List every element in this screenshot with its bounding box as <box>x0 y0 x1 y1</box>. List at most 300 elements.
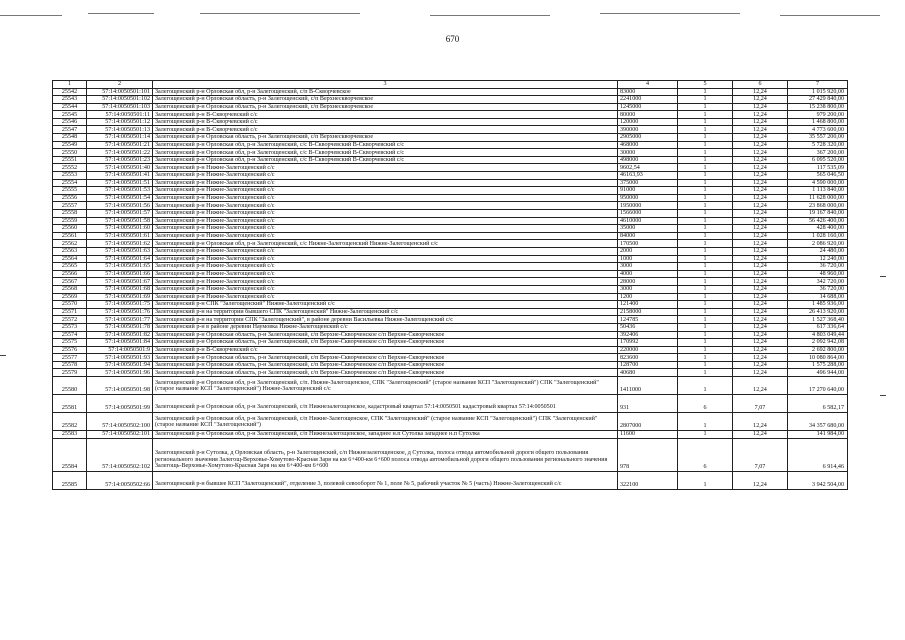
coefficient-value: 1 <box>678 293 733 301</box>
cadastral-number: 57:14:0050501:57 <box>87 210 153 218</box>
cost-value: 24 480,00 <box>788 247 848 255</box>
location-description: Залегощенский р-н Нижне-Залегощенский с/с <box>153 202 618 210</box>
row-number: 25582 <box>53 413 87 431</box>
cost-value: 6 914,46 <box>788 438 848 471</box>
cost-value: 36 720,00 <box>788 285 848 293</box>
rate-value: 12,24 <box>733 210 788 218</box>
rate-value: 12,24 <box>733 217 788 225</box>
coefficient-value: 1 <box>678 111 733 119</box>
location-description: Залегощенский р-н Нижне-Залегощенский с/с <box>153 247 618 255</box>
table-row <box>53 270 848 278</box>
cost-value: 1 028 160,00 <box>788 232 848 240</box>
table-row <box>53 225 848 233</box>
rate-value: 12,24 <box>733 278 788 286</box>
column-header: 3 <box>153 81 618 89</box>
cadastral-number: 57:14:0050501:93 <box>87 354 153 362</box>
location-description: Залегощенский р-н Нижне-Залегощенский с/с <box>153 293 618 301</box>
rate-value: 12,24 <box>733 118 788 126</box>
cadastral-number: 57:14:0050501:63 <box>87 247 153 255</box>
table-row <box>53 301 848 309</box>
cadastral-number: 57:14:0050501:84 <box>87 339 153 347</box>
coefficient-value: 1 <box>678 141 733 149</box>
rate-value: 12,24 <box>733 126 788 134</box>
cadastral-number: 57:14:0050501:75 <box>87 301 153 309</box>
rate-value: 12,24 <box>733 96 788 104</box>
row-number: 25565 <box>53 263 87 271</box>
rate-value: 12,24 <box>733 202 788 210</box>
table-row <box>53 308 848 316</box>
row-number: 25569 <box>53 293 87 301</box>
rate-value: 12,24 <box>733 172 788 180</box>
table-row <box>53 339 848 347</box>
location-description: Залегощенский р-н Орловская обл, р-н Залегощенский, с/п Нижнезалегощенское, западнее н.п Сутолка западнее н.п Сутолка <box>153 431 618 439</box>
table-row <box>53 369 848 377</box>
cost-value: 342 720,00 <box>788 278 848 286</box>
coefficient-value: 1 <box>678 134 733 142</box>
coefficient-value: 1 <box>678 278 733 286</box>
location-description: Залегощенский р-н Орловская обл, р-н Залегощенский, с/с В-Скворчевский В-Скворчевский с/с <box>153 141 618 149</box>
cadastral-number: 57:14:0050501:53 <box>87 187 153 195</box>
cost-value: 2 692 800,00 <box>788 346 848 354</box>
margin-tick <box>880 276 886 277</box>
coefficient-value: 1 <box>678 369 733 377</box>
cost-value: 10 080 864,00 <box>788 354 848 362</box>
area-value: 120000 <box>618 118 678 126</box>
location-description: Залегощенский р-н Нижне-Залегощенский с/с <box>153 278 618 286</box>
cadastral-number: 57:14:0050501:58 <box>87 217 153 225</box>
table-row <box>53 172 848 180</box>
area-value: 124785 <box>618 316 678 324</box>
cost-value: 6 582,17 <box>788 395 848 413</box>
coefficient-value: 6 <box>678 395 733 413</box>
area-value: 35000 <box>618 225 678 233</box>
coefficient-value: 1 <box>678 323 733 331</box>
margin-tick <box>0 355 6 356</box>
location-description: Залегощенский р-н Орловская обл, р-н Залегощенский, с/п В-Скворчевское <box>153 88 618 96</box>
cadastral-number: 57:14:0050501:96 <box>87 369 153 377</box>
cost-value: 11 628 000,00 <box>788 194 848 202</box>
table-row <box>53 471 848 489</box>
coefficient-value: 1 <box>678 331 733 339</box>
cost-value: 2 086 920,00 <box>788 240 848 248</box>
cadastral-number: 57:14:0050501:9 <box>87 346 153 354</box>
table-row <box>53 331 848 339</box>
table-row <box>53 240 848 248</box>
cost-value: 979 200,00 <box>788 111 848 119</box>
row-number: 25547 <box>53 126 87 134</box>
area-value: 170992 <box>618 339 678 347</box>
location-description: Залегощенский р-н Нижне-Залегощенский с/с <box>153 164 618 172</box>
rate-value: 12,24 <box>733 149 788 157</box>
cost-value: 17 270 640,00 <box>788 377 848 395</box>
cadastral-number: 57:14:0050501:12 <box>87 118 153 126</box>
cadastral-number: 57:14:0050501:64 <box>87 255 153 263</box>
cadastral-number: 57:14:0050501:78 <box>87 323 153 331</box>
table-row <box>53 179 848 187</box>
area-value: 170500 <box>618 240 678 248</box>
cadastral-number: 57:14:0050501:65 <box>87 263 153 271</box>
area-value: 128700 <box>618 361 678 369</box>
location-description: Залегощенский р-н Нижне-Залегощенский с/с <box>153 232 618 240</box>
area-value: 1566000 <box>618 210 678 218</box>
table-row <box>53 103 848 111</box>
cost-value: 1 485 936,00 <box>788 301 848 309</box>
area-value: 1950000 <box>618 202 678 210</box>
cost-value: 496 944,00 <box>788 369 848 377</box>
location-description: Залегощенский р-н Нижне-Залегощенский с/с <box>153 285 618 293</box>
area-value: 2241000 <box>618 96 678 104</box>
cadastral-number: 57:14:0050501:77 <box>87 316 153 324</box>
row-number: 25583 <box>53 431 87 439</box>
table-row <box>53 293 848 301</box>
area-value: 498000 <box>618 156 678 164</box>
cadastral-number: 57:14:0050501:68 <box>87 285 153 293</box>
coefficient-value: 1 <box>678 431 733 439</box>
rate-value: 12,24 <box>733 377 788 395</box>
coefficient-value: 6 <box>678 438 733 471</box>
table-row <box>53 438 848 471</box>
rate-value: 12,24 <box>733 471 788 489</box>
location-description: Залегощенский р-н Орловская обл, р-н Залегощенский, с/с В-Скворчевский В-Скворчевский с/с <box>153 149 618 157</box>
row-number: 25551 <box>53 156 87 164</box>
area-value: 375000 <box>618 179 678 187</box>
cadastral-number: 57:14:0050501:76 <box>87 308 153 316</box>
column-header: 2 <box>87 81 153 89</box>
row-number: 25575 <box>53 339 87 347</box>
area-value: 121400 <box>618 301 678 309</box>
location-description: Залегощенский р-н на территории СПК "Залегощенский", в районе деревни Васильевка Нижне-Залегощенский с/с <box>153 316 618 324</box>
coefficient-value: 1 <box>678 118 733 126</box>
cost-value: 6 095 520,00 <box>788 156 848 164</box>
location-description: Залегощенский р-н Орловская обл, р-н Залегощенский, с/с В-Скворчевский В-Скворчевский с/с <box>153 156 618 164</box>
coefficient-value: 1 <box>678 217 733 225</box>
rate-value: 12,24 <box>733 194 788 202</box>
coefficient-value: 1 <box>678 210 733 218</box>
cost-value: 1 113 840,00 <box>788 187 848 195</box>
table-row <box>53 247 848 255</box>
cadastral-number: 57:14:0050501:40 <box>87 164 153 172</box>
location-description: Залегощенский р-н Нижне-Залегощенский с/с <box>153 187 618 195</box>
margin-tick <box>880 395 886 396</box>
coefficient-value: 1 <box>678 346 733 354</box>
cost-value: 117 535,09 <box>788 164 848 172</box>
table-row <box>53 194 848 202</box>
cost-value: 617 336,64 <box>788 323 848 331</box>
area-value: 28000 <box>618 278 678 286</box>
table-row <box>53 431 848 439</box>
row-number: 25546 <box>53 118 87 126</box>
location-description: Залегощенский р-н Нижне-Залегощенский с/с <box>153 270 618 278</box>
table-row <box>53 263 848 271</box>
area-value: 3000 <box>618 285 678 293</box>
rate-value: 12,24 <box>733 240 788 248</box>
row-number: 25548 <box>53 134 87 142</box>
location-description: Залегощенский р-н Орловская область, р-н Залегощенский, с/п Верхнескворчевское <box>153 103 618 111</box>
table-row <box>53 232 848 240</box>
location-description: Залегощенский р-н на территории бывшего СПК "Залегощенский" Нижне-Залегощенский с/с <box>153 308 618 316</box>
location-description: Залегощенский р-н Орловская область, р-н Залегощенский, с/п Верхне-Скворченское с/п Верхне-Скворченское <box>153 361 618 369</box>
row-number: 25550 <box>53 149 87 157</box>
table-row <box>53 202 848 210</box>
rate-value: 12,24 <box>733 232 788 240</box>
table-row <box>53 149 848 157</box>
rate-value: 12,24 <box>733 369 788 377</box>
location-description: Залегощенский р-н В-Скворчевский с/с <box>153 346 618 354</box>
location-description: Залегощенский р-н В-Скворчевский с/с <box>153 126 618 134</box>
table-row <box>53 395 848 413</box>
cost-value: 2 092 942,08 <box>788 339 848 347</box>
rate-value: 12,24 <box>733 111 788 119</box>
coefficient-value: 1 <box>678 187 733 195</box>
row-number: 25570 <box>53 301 87 309</box>
location-description: Залегощенский р-н Нижне-Залегощенский с/с <box>153 225 618 233</box>
coefficient-value: 1 <box>678 202 733 210</box>
location-description: Залегощенский р-н Нижне-Залегощенский с/с <box>153 255 618 263</box>
cadastral-number: 57:14:0050501:23 <box>87 156 153 164</box>
row-number: 25566 <box>53 270 87 278</box>
row-number: 25555 <box>53 187 87 195</box>
location-description: Залегощенский р-н Сутолка, д Орловская область, р-н Залегощенский, с/п Нижнезалегощенское, д Сутолка, полоса отвода автомобильной дороги общего пользования регионального значения Залегощ-Верховье-Хомутово-Красная Заря на км 6+400-км 6+600 полоса отвода автомобильной дороги общего пользования регионального значения Залегощь-Верховье-Хомутово-Красная Заря на км 6+400-км 6+600 <box>153 438 618 471</box>
rate-value: 12,24 <box>733 308 788 316</box>
rate-value: 12,24 <box>733 88 788 96</box>
area-value: 392406 <box>618 331 678 339</box>
cost-value: 4 803 049,44 <box>788 331 848 339</box>
rate-value: 12,24 <box>733 179 788 187</box>
area-value: 9602,54 <box>618 164 678 172</box>
row-number: 25544 <box>53 103 87 111</box>
rate-value: 12,24 <box>733 225 788 233</box>
cadastral-number: 57:14:0050501:69 <box>87 293 153 301</box>
row-number: 25552 <box>53 164 87 172</box>
row-number: 25572 <box>53 316 87 324</box>
coefficient-value: 1 <box>678 225 733 233</box>
cost-value: 26 413 920,00 <box>788 308 848 316</box>
table-row <box>53 111 848 119</box>
cost-value: 428 400,00 <box>788 225 848 233</box>
area-value: 2807000 <box>618 413 678 431</box>
rate-value: 12,24 <box>733 164 788 172</box>
coefficient-value: 1 <box>678 164 733 172</box>
table-row <box>53 255 848 263</box>
cost-value: 5 728 320,00 <box>788 141 848 149</box>
cost-value: 14 688,00 <box>788 293 848 301</box>
location-description: Залегощенский р-н Орловская область, р-н Залегощенский, с/п Верхне-Скворченское с/п Верхне-Скворченское <box>153 339 618 347</box>
location-description: Залегощенский р-н Орловская область, р-н Залегощенский, с/п Верхне-Скворченское с/п Верхне-Скворченское <box>153 331 618 339</box>
rate-value: 12,24 <box>733 431 788 439</box>
rate-value: 12,24 <box>733 346 788 354</box>
rate-value: 12,24 <box>733 156 788 164</box>
rate-value: 12,24 <box>733 323 788 331</box>
row-number: 25559 <box>53 217 87 225</box>
area-value: 4000 <box>618 270 678 278</box>
table-row <box>53 377 848 395</box>
area-value: 950000 <box>618 194 678 202</box>
area-value: 1000 <box>618 255 678 263</box>
table-row <box>53 118 848 126</box>
column-header: 6 <box>733 81 788 89</box>
location-description: Залегощенский р-н Нижне-Залегощенский с/с <box>153 194 618 202</box>
cadastral-number: 57:14:0050501:66 <box>87 270 153 278</box>
table-row <box>53 278 848 286</box>
rate-value: 12,24 <box>733 293 788 301</box>
cadastral-number: 57:14:0050501:41 <box>87 172 153 180</box>
column-header: 7 <box>788 81 848 89</box>
cadastral-number: 57:14:0050501:56 <box>87 202 153 210</box>
rate-value: 12,24 <box>733 187 788 195</box>
area-value: 1411000 <box>618 377 678 395</box>
table-row <box>53 346 848 354</box>
location-description: Залегощенский р-н Орловская обл, р-н Залегощенский, с/п Нижне-Залегощенское, СПК "Залегощенский" (старое название КСП "Залегощенский") СПК "Залегощенский" (старое название КСП "Залегощенский") <box>153 413 618 431</box>
area-value: 84000 <box>618 232 678 240</box>
area-value: 2905000 <box>618 134 678 142</box>
rate-value: 7,07 <box>733 438 788 471</box>
row-number: 25580 <box>53 377 87 395</box>
rate-value: 12,24 <box>733 316 788 324</box>
coefficient-value: 1 <box>678 270 733 278</box>
row-number: 25545 <box>53 111 87 119</box>
table-row <box>53 126 848 134</box>
area-value: 2158000 <box>618 308 678 316</box>
location-description: Залегощенский р-н Орловская область, р-н Залегощенский, с/п Верхнескворчевское <box>153 134 618 142</box>
cadastral-number: 57:14:0050501:98 <box>87 377 153 395</box>
area-value: 978 <box>618 438 678 471</box>
cost-value: 1 527 368,40 <box>788 316 848 324</box>
row-number: 25567 <box>53 278 87 286</box>
rate-value: 12,24 <box>733 301 788 309</box>
row-number: 25574 <box>53 331 87 339</box>
cadastral-number: 57:14:0050501:11 <box>87 111 153 119</box>
rate-value: 12,24 <box>733 285 788 293</box>
table-row <box>53 361 848 369</box>
coefficient-value: 1 <box>678 255 733 263</box>
row-number: 25557 <box>53 202 87 210</box>
location-description: Залегощенский р-н Орловская область, р-н Залегощенский, с/п Верхнескворчевское <box>153 96 618 104</box>
location-description: Залегощенский р-н Нижне-Залегощенский с/с <box>153 172 618 180</box>
location-description: Залегощенский р-н Орловская обл, р-н Залегощенский, с/п Нижнезалегощенское, кадастровый квартал 57:14:0050501 кадастровый квартал 57:14:0050501 <box>153 395 618 413</box>
area-value: 80000 <box>618 111 678 119</box>
cadastral-number: 57:14:0050501:51 <box>87 179 153 187</box>
location-description: Залегощенский р-н Нижне-Залегощенский с/с <box>153 263 618 271</box>
cadastral-number: 57:14:0050501:94 <box>87 361 153 369</box>
cadastral-number: 57:14:0050501:54 <box>87 194 153 202</box>
cost-value: 48 960,00 <box>788 270 848 278</box>
table-row <box>53 217 848 225</box>
row-number: 25562 <box>53 240 87 248</box>
area-value: 823600 <box>618 354 678 362</box>
table-row <box>53 156 848 164</box>
cadastral-number: 57:14:0050502:66 <box>87 471 153 489</box>
data-table <box>52 80 848 490</box>
location-description: Залегощенский р-н Нижне-Залегощенский с/с <box>153 210 618 218</box>
rate-value: 12,24 <box>733 361 788 369</box>
area-value: 2000 <box>618 247 678 255</box>
location-description: Залегощенский р-н Орловская обл, р-н Залегощенский, с/с Нижне-Залегощенский Нижне-Залегощенский с/с <box>153 240 618 248</box>
row-number: 25573 <box>53 323 87 331</box>
cadastral-number: 57:14:0050501:102 <box>87 96 153 104</box>
row-number: 25578 <box>53 361 87 369</box>
location-description: Залегощенский р-н Орловская обл, р-н Залегощенский, с/п. Нижне-Залегощенское, СПК "Залегощенский" (старое название КСП "Залегощенский") СПК "Залегощенский" (старое название КСП "Залегощенский") Нижне-Залегощенский с/с <box>153 377 618 395</box>
row-number: 25543 <box>53 96 87 104</box>
table-row <box>53 354 848 362</box>
row-number: 25584 <box>53 438 87 471</box>
cadastral-number: 57:14:0050501:61 <box>87 232 153 240</box>
cost-value: 23 868 000,00 <box>788 202 848 210</box>
cost-value: 1 575 288,00 <box>788 361 848 369</box>
coefficient-value: 1 <box>678 339 733 347</box>
cadastral-number: 57:14:0050501:99 <box>87 395 153 413</box>
cadastral-number: 57:14:0050502:100 <box>87 413 153 431</box>
area-value: 83000 <box>618 88 678 96</box>
table-row <box>53 96 848 104</box>
cost-value: 565 046,50 <box>788 172 848 180</box>
location-description: Залегощенский р-н в районе деревни Наумовка Нижне-Залегощенский с/с <box>153 323 618 331</box>
table-row <box>53 141 848 149</box>
rate-value: 12,24 <box>733 247 788 255</box>
coefficient-value: 1 <box>678 179 733 187</box>
cadastral-number: 57:14:0050501:22 <box>87 149 153 157</box>
location-description: Залегощенский р-н Нижне-Залегощенский с/с <box>153 179 618 187</box>
row-number: 25564 <box>53 255 87 263</box>
coefficient-value: 1 <box>678 285 733 293</box>
table-row <box>53 88 848 96</box>
cadastral-number: 57:14:0050501:62 <box>87 240 153 248</box>
cost-value: 27 429 840,00 <box>788 96 848 104</box>
row-number: 25581 <box>53 395 87 413</box>
coefficient-value: 1 <box>678 156 733 164</box>
coefficient-value: 1 <box>678 232 733 240</box>
area-value: 322100 <box>618 471 678 489</box>
column-header: 4 <box>618 81 678 89</box>
area-value: 4610000 <box>618 217 678 225</box>
coefficient-value: 1 <box>678 361 733 369</box>
cost-value: 1 015 920,00 <box>788 88 848 96</box>
area-value: 11600 <box>618 431 678 439</box>
row-number: 25558 <box>53 210 87 218</box>
cost-value: 36 720,00 <box>788 263 848 271</box>
area-value: 390000 <box>618 126 678 134</box>
coefficient-value: 1 <box>678 88 733 96</box>
cadastral-number: 57:14:0050502:102 <box>87 438 153 471</box>
cost-value: 4 773 600,00 <box>788 126 848 134</box>
row-number: 25579 <box>53 369 87 377</box>
area-value: 30000 <box>618 149 678 157</box>
coefficient-value: 1 <box>678 96 733 104</box>
coefficient-value: 1 <box>678 413 733 431</box>
area-value: 46163,93 <box>618 172 678 180</box>
rate-value: 12,24 <box>733 141 788 149</box>
cadastral-number: 57:14:0050501:101 <box>87 88 153 96</box>
cost-value: 4 590 000,00 <box>788 179 848 187</box>
area-value: 468000 <box>618 141 678 149</box>
coefficient-value: 1 <box>678 377 733 395</box>
location-description: Залегощенский р-н Орловская область, р-н Залегощенский, с/п Верхне-Скворченское с/п Верхне-Скворченское <box>153 369 618 377</box>
area-value: 40680 <box>618 369 678 377</box>
cadastral-number: 57:14:0050501:82 <box>87 331 153 339</box>
coefficient-value: 1 <box>678 172 733 180</box>
cadastral-number: 57:14:0050501:103 <box>87 103 153 111</box>
table-row <box>53 413 848 431</box>
coefficient-value: 1 <box>678 471 733 489</box>
cadastral-number: 57:14:0050501:67 <box>87 278 153 286</box>
table-row <box>53 187 848 195</box>
coefficient-value: 1 <box>678 103 733 111</box>
rate-value: 12,24 <box>733 263 788 271</box>
cadastral-number: 57:14:0050501:13 <box>87 126 153 134</box>
row-number: 25568 <box>53 285 87 293</box>
column-header: 1 <box>53 81 87 89</box>
table-row <box>53 210 848 218</box>
rate-value: 12,24 <box>733 354 788 362</box>
